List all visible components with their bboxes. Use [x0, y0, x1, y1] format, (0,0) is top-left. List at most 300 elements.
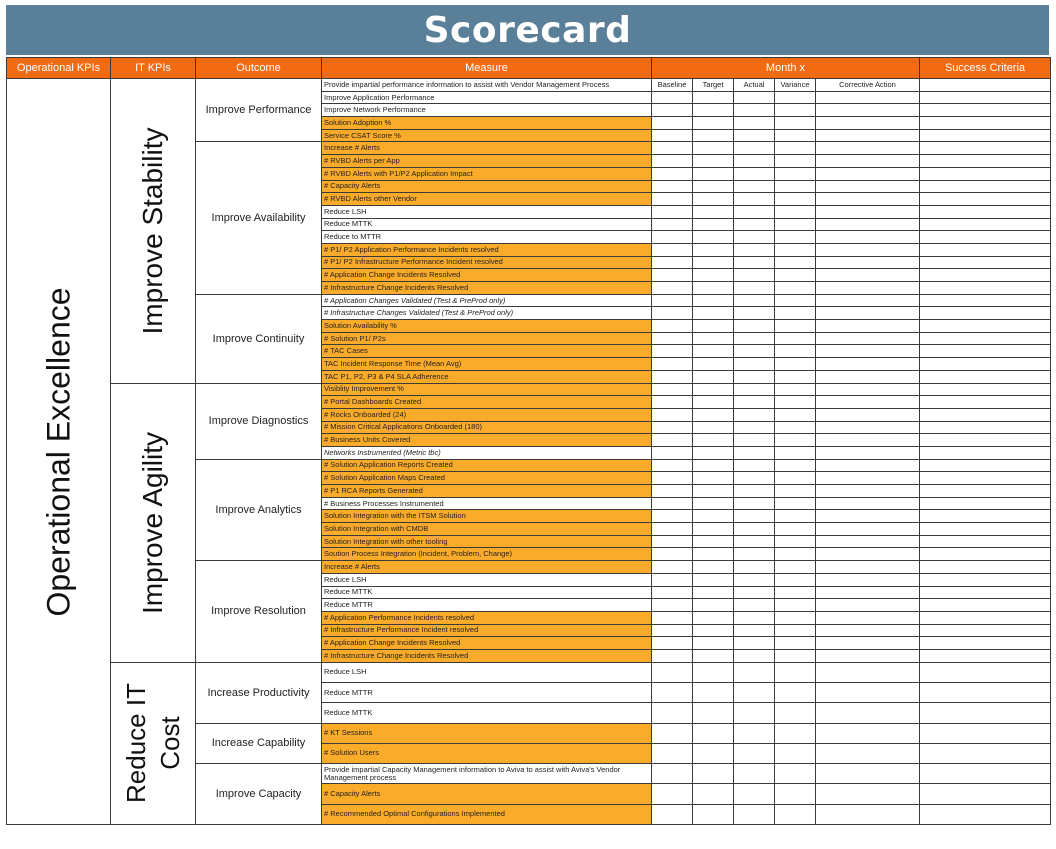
month-value-cell[interactable]: [652, 523, 693, 536]
month-value-cell[interactable]: [652, 637, 693, 650]
month-value-cell[interactable]: [816, 723, 920, 743]
month-value-cell[interactable]: [734, 142, 775, 155]
month-value-cell[interactable]: [816, 421, 920, 434]
month-value-cell[interactable]: [775, 155, 816, 168]
month-value-cell[interactable]: [652, 472, 693, 485]
success-criteria-cell[interactable]: [920, 743, 1051, 763]
month-value-cell[interactable]: [816, 332, 920, 345]
month-value-cell[interactable]: [775, 535, 816, 548]
month-value-cell[interactable]: [734, 129, 775, 142]
month-value-cell[interactable]: [652, 167, 693, 180]
month-value-cell[interactable]: [734, 743, 775, 763]
success-criteria-cell[interactable]: [920, 804, 1051, 824]
month-value-cell[interactable]: [693, 764, 734, 784]
month-value-cell[interactable]: [775, 510, 816, 523]
success-criteria-cell[interactable]: [920, 764, 1051, 784]
month-value-cell[interactable]: [734, 243, 775, 256]
success-criteria-cell[interactable]: [920, 282, 1051, 295]
month-value-cell[interactable]: [734, 345, 775, 358]
month-value-cell[interactable]: [652, 117, 693, 130]
success-criteria-cell[interactable]: [920, 180, 1051, 193]
month-value-cell[interactable]: [775, 662, 816, 682]
month-value-cell[interactable]: [775, 142, 816, 155]
month-value-cell[interactable]: [816, 535, 920, 548]
month-value-cell[interactable]: [693, 180, 734, 193]
month-value-cell[interactable]: [816, 662, 920, 682]
month-value-cell[interactable]: [816, 383, 920, 396]
month-value-cell[interactable]: [734, 561, 775, 574]
month-value-cell[interactable]: [775, 91, 816, 104]
month-value-cell[interactable]: [775, 586, 816, 599]
month-value-cell[interactable]: [693, 523, 734, 536]
success-criteria-cell[interactable]: [920, 523, 1051, 536]
month-value-cell[interactable]: [734, 662, 775, 682]
month-value-cell[interactable]: [693, 142, 734, 155]
month-value-cell[interactable]: [652, 205, 693, 218]
month-value-cell[interactable]: [775, 104, 816, 117]
month-value-cell[interactable]: [775, 682, 816, 702]
month-value-cell[interactable]: [734, 784, 775, 804]
month-value-cell[interactable]: [816, 682, 920, 702]
month-value-cell[interactable]: [734, 269, 775, 282]
success-criteria-cell[interactable]: [920, 117, 1051, 130]
month-value-cell[interactable]: [652, 446, 693, 459]
month-value-cell[interactable]: [652, 459, 693, 472]
month-value-cell[interactable]: [775, 804, 816, 824]
month-value-cell[interactable]: [775, 345, 816, 358]
month-value-cell[interactable]: [775, 408, 816, 421]
month-value-cell[interactable]: [775, 624, 816, 637]
month-value-cell[interactable]: [652, 193, 693, 206]
success-criteria-cell[interactable]: [920, 243, 1051, 256]
month-value-cell[interactable]: [734, 611, 775, 624]
month-value-cell[interactable]: [816, 358, 920, 371]
month-value-cell[interactable]: [693, 345, 734, 358]
success-criteria-cell[interactable]: [920, 784, 1051, 804]
month-value-cell[interactable]: [693, 586, 734, 599]
month-value-cell[interactable]: [775, 167, 816, 180]
success-criteria-cell[interactable]: [920, 294, 1051, 307]
month-value-cell[interactable]: [775, 548, 816, 561]
month-value-cell[interactable]: [775, 599, 816, 612]
month-value-cell[interactable]: [775, 561, 816, 574]
success-criteria-cell[interactable]: [920, 231, 1051, 244]
month-value-cell[interactable]: [693, 649, 734, 662]
month-value-cell[interactable]: [734, 804, 775, 824]
month-value-cell[interactable]: [734, 548, 775, 561]
month-value-cell[interactable]: [652, 408, 693, 421]
success-criteria-cell[interactable]: [920, 586, 1051, 599]
month-value-cell[interactable]: [734, 485, 775, 498]
success-criteria-cell[interactable]: [920, 637, 1051, 650]
success-criteria-cell[interactable]: [920, 307, 1051, 320]
month-value-cell[interactable]: [734, 649, 775, 662]
month-value-cell[interactable]: [816, 307, 920, 320]
month-value-cell[interactable]: [652, 332, 693, 345]
success-criteria-cell[interactable]: [920, 459, 1051, 472]
month-value-cell[interactable]: [816, 155, 920, 168]
month-value-cell[interactable]: [734, 535, 775, 548]
month-value-cell[interactable]: [652, 561, 693, 574]
month-value-cell[interactable]: [775, 485, 816, 498]
month-value-cell[interactable]: [775, 243, 816, 256]
month-value-cell[interactable]: [816, 396, 920, 409]
month-value-cell[interactable]: [775, 294, 816, 307]
month-value-cell[interactable]: [816, 573, 920, 586]
month-value-cell[interactable]: [693, 599, 734, 612]
month-value-cell[interactable]: [652, 396, 693, 409]
month-value-cell[interactable]: [652, 497, 693, 510]
month-value-cell[interactable]: [652, 421, 693, 434]
month-value-cell[interactable]: [652, 256, 693, 269]
month-value-cell[interactable]: [816, 548, 920, 561]
month-value-cell[interactable]: [652, 703, 693, 723]
month-value-cell[interactable]: [693, 243, 734, 256]
month-value-cell[interactable]: [652, 586, 693, 599]
month-value-cell[interactable]: [693, 535, 734, 548]
month-value-cell[interactable]: [775, 231, 816, 244]
success-criteria-cell[interactable]: [920, 662, 1051, 682]
month-value-cell[interactable]: [775, 459, 816, 472]
month-value-cell[interactable]: [652, 129, 693, 142]
month-value-cell[interactable]: [652, 764, 693, 784]
month-value-cell[interactable]: [652, 231, 693, 244]
month-value-cell[interactable]: [693, 332, 734, 345]
month-value-cell[interactable]: [652, 307, 693, 320]
success-criteria-cell[interactable]: [920, 383, 1051, 396]
month-value-cell[interactable]: [816, 743, 920, 763]
month-value-cell[interactable]: [816, 320, 920, 333]
month-value-cell[interactable]: [693, 256, 734, 269]
month-value-cell[interactable]: [816, 784, 920, 804]
success-criteria-cell[interactable]: [920, 682, 1051, 702]
month-value-cell[interactable]: [734, 294, 775, 307]
month-value-cell[interactable]: [693, 434, 734, 447]
month-value-cell[interactable]: [816, 703, 920, 723]
month-value-cell[interactable]: [734, 117, 775, 130]
month-value-cell[interactable]: [734, 510, 775, 523]
month-value-cell[interactable]: [775, 180, 816, 193]
month-value-cell[interactable]: [652, 345, 693, 358]
month-value-cell[interactable]: [816, 510, 920, 523]
success-criteria-cell[interactable]: [920, 104, 1051, 117]
month-value-cell[interactable]: [816, 599, 920, 612]
month-value-cell[interactable]: [693, 193, 734, 206]
success-criteria-cell[interactable]: [920, 205, 1051, 218]
month-value-cell[interactable]: [775, 256, 816, 269]
month-value-cell[interactable]: [734, 91, 775, 104]
success-criteria-cell[interactable]: [920, 167, 1051, 180]
month-value-cell[interactable]: [693, 358, 734, 371]
month-value-cell[interactable]: [816, 523, 920, 536]
month-value-cell[interactable]: [652, 535, 693, 548]
month-value-cell[interactable]: [734, 383, 775, 396]
month-value-cell[interactable]: [652, 142, 693, 155]
month-value-cell[interactable]: [693, 91, 734, 104]
month-value-cell[interactable]: [693, 307, 734, 320]
month-value-cell[interactable]: [775, 218, 816, 231]
month-value-cell[interactable]: [693, 205, 734, 218]
month-value-cell[interactable]: [693, 662, 734, 682]
month-value-cell[interactable]: [734, 434, 775, 447]
month-value-cell[interactable]: [816, 472, 920, 485]
month-value-cell[interactable]: [693, 294, 734, 307]
month-value-cell[interactable]: [652, 599, 693, 612]
month-value-cell[interactable]: [652, 682, 693, 702]
month-value-cell[interactable]: [775, 649, 816, 662]
month-value-cell[interactable]: [816, 611, 920, 624]
month-value-cell[interactable]: [693, 117, 734, 130]
month-value-cell[interactable]: [734, 599, 775, 612]
success-criteria-cell[interactable]: [920, 358, 1051, 371]
success-criteria-cell[interactable]: [920, 497, 1051, 510]
month-value-cell[interactable]: [734, 180, 775, 193]
success-criteria-cell[interactable]: [920, 611, 1051, 624]
month-value-cell[interactable]: [816, 294, 920, 307]
month-value-cell[interactable]: [652, 485, 693, 498]
month-value-cell[interactable]: [775, 611, 816, 624]
month-value-cell[interactable]: [693, 282, 734, 295]
month-value-cell[interactable]: [693, 446, 734, 459]
success-criteria-cell[interactable]: [920, 472, 1051, 485]
success-criteria-cell[interactable]: [920, 370, 1051, 383]
success-criteria-cell[interactable]: [920, 535, 1051, 548]
month-value-cell[interactable]: [693, 485, 734, 498]
month-value-cell[interactable]: [775, 282, 816, 295]
month-value-cell[interactable]: [652, 573, 693, 586]
month-value-cell[interactable]: [652, 155, 693, 168]
month-value-cell[interactable]: [693, 611, 734, 624]
month-value-cell[interactable]: [775, 472, 816, 485]
month-value-cell[interactable]: [734, 332, 775, 345]
month-value-cell[interactable]: [693, 723, 734, 743]
success-criteria-cell[interactable]: [920, 142, 1051, 155]
success-criteria-cell[interactable]: [920, 256, 1051, 269]
success-criteria-cell[interactable]: [920, 79, 1051, 92]
month-value-cell[interactable]: [693, 320, 734, 333]
month-value-cell[interactable]: [734, 205, 775, 218]
month-value-cell[interactable]: [775, 723, 816, 743]
month-value-cell[interactable]: [775, 269, 816, 282]
month-value-cell[interactable]: [652, 649, 693, 662]
month-value-cell[interactable]: [816, 205, 920, 218]
month-value-cell[interactable]: [816, 269, 920, 282]
month-value-cell[interactable]: [693, 396, 734, 409]
month-value-cell[interactable]: [652, 320, 693, 333]
month-value-cell[interactable]: [734, 396, 775, 409]
month-value-cell[interactable]: [652, 510, 693, 523]
month-value-cell[interactable]: [775, 637, 816, 650]
month-value-cell[interactable]: [693, 804, 734, 824]
month-value-cell[interactable]: [734, 193, 775, 206]
month-value-cell[interactable]: [816, 256, 920, 269]
month-value-cell[interactable]: [693, 104, 734, 117]
success-criteria-cell[interactable]: [920, 269, 1051, 282]
success-criteria-cell[interactable]: [920, 434, 1051, 447]
month-value-cell[interactable]: [734, 446, 775, 459]
month-value-cell[interactable]: [775, 396, 816, 409]
month-value-cell[interactable]: [652, 180, 693, 193]
month-value-cell[interactable]: [775, 383, 816, 396]
month-value-cell[interactable]: [693, 155, 734, 168]
month-value-cell[interactable]: [652, 662, 693, 682]
success-criteria-cell[interactable]: [920, 129, 1051, 142]
month-value-cell[interactable]: [693, 421, 734, 434]
month-value-cell[interactable]: [652, 434, 693, 447]
month-value-cell[interactable]: [652, 370, 693, 383]
month-value-cell[interactable]: [775, 703, 816, 723]
month-value-cell[interactable]: [734, 167, 775, 180]
month-value-cell[interactable]: [816, 345, 920, 358]
month-value-cell[interactable]: [652, 723, 693, 743]
month-value-cell[interactable]: [652, 624, 693, 637]
success-criteria-cell[interactable]: [920, 624, 1051, 637]
month-value-cell[interactable]: [693, 218, 734, 231]
success-criteria-cell[interactable]: [920, 446, 1051, 459]
month-value-cell[interactable]: [816, 586, 920, 599]
month-value-cell[interactable]: [693, 573, 734, 586]
month-value-cell[interactable]: [816, 485, 920, 498]
month-value-cell[interactable]: [775, 523, 816, 536]
month-value-cell[interactable]: [734, 637, 775, 650]
month-value-cell[interactable]: [652, 383, 693, 396]
month-value-cell[interactable]: [775, 573, 816, 586]
success-criteria-cell[interactable]: [920, 155, 1051, 168]
success-criteria-cell[interactable]: [920, 332, 1051, 345]
month-value-cell[interactable]: [734, 320, 775, 333]
month-value-cell[interactable]: [816, 804, 920, 824]
month-value-cell[interactable]: [652, 218, 693, 231]
success-criteria-cell[interactable]: [920, 561, 1051, 574]
month-value-cell[interactable]: [693, 743, 734, 763]
month-value-cell[interactable]: [734, 723, 775, 743]
month-value-cell[interactable]: [816, 180, 920, 193]
month-value-cell[interactable]: [693, 703, 734, 723]
month-value-cell[interactable]: [652, 548, 693, 561]
month-value-cell[interactable]: [693, 784, 734, 804]
success-criteria-cell[interactable]: [920, 649, 1051, 662]
success-criteria-cell[interactable]: [920, 91, 1051, 104]
month-value-cell[interactable]: [734, 104, 775, 117]
month-value-cell[interactable]: [775, 370, 816, 383]
month-value-cell[interactable]: [652, 294, 693, 307]
month-value-cell[interactable]: [775, 117, 816, 130]
month-value-cell[interactable]: [775, 784, 816, 804]
success-criteria-cell[interactable]: [920, 218, 1051, 231]
success-criteria-cell[interactable]: [920, 599, 1051, 612]
month-value-cell[interactable]: [734, 764, 775, 784]
month-value-cell[interactable]: [816, 129, 920, 142]
month-value-cell[interactable]: [693, 637, 734, 650]
month-value-cell[interactable]: [652, 804, 693, 824]
month-value-cell[interactable]: [734, 586, 775, 599]
success-criteria-cell[interactable]: [920, 396, 1051, 409]
month-value-cell[interactable]: [734, 370, 775, 383]
month-value-cell[interactable]: [734, 218, 775, 231]
success-criteria-cell[interactable]: [920, 548, 1051, 561]
month-value-cell[interactable]: [734, 256, 775, 269]
month-value-cell[interactable]: [816, 637, 920, 650]
success-criteria-cell[interactable]: [920, 573, 1051, 586]
month-value-cell[interactable]: [816, 91, 920, 104]
success-criteria-cell[interactable]: [920, 193, 1051, 206]
month-value-cell[interactable]: [775, 332, 816, 345]
month-value-cell[interactable]: [734, 231, 775, 244]
month-value-cell[interactable]: [693, 383, 734, 396]
month-value-cell[interactable]: [693, 548, 734, 561]
month-value-cell[interactable]: [816, 218, 920, 231]
month-value-cell[interactable]: [816, 243, 920, 256]
month-value-cell[interactable]: [734, 307, 775, 320]
month-value-cell[interactable]: [734, 703, 775, 723]
month-value-cell[interactable]: [816, 434, 920, 447]
month-value-cell[interactable]: [693, 408, 734, 421]
month-value-cell[interactable]: [693, 167, 734, 180]
month-value-cell[interactable]: [816, 282, 920, 295]
month-value-cell[interactable]: [734, 358, 775, 371]
month-value-cell[interactable]: [693, 561, 734, 574]
month-value-cell[interactable]: [693, 459, 734, 472]
month-value-cell[interactable]: [693, 129, 734, 142]
month-value-cell[interactable]: [652, 104, 693, 117]
month-value-cell[interactable]: [816, 497, 920, 510]
month-value-cell[interactable]: [693, 269, 734, 282]
month-value-cell[interactable]: [775, 307, 816, 320]
month-value-cell[interactable]: [775, 446, 816, 459]
month-value-cell[interactable]: [734, 624, 775, 637]
month-value-cell[interactable]: [775, 497, 816, 510]
month-value-cell[interactable]: [816, 193, 920, 206]
month-value-cell[interactable]: [816, 370, 920, 383]
month-value-cell[interactable]: [693, 624, 734, 637]
month-value-cell[interactable]: [775, 205, 816, 218]
month-value-cell[interactable]: [816, 408, 920, 421]
success-criteria-cell[interactable]: [920, 345, 1051, 358]
month-value-cell[interactable]: [816, 764, 920, 784]
month-value-cell[interactable]: [816, 561, 920, 574]
month-value-cell[interactable]: [816, 231, 920, 244]
month-value-cell[interactable]: [734, 682, 775, 702]
month-value-cell[interactable]: [693, 370, 734, 383]
month-value-cell[interactable]: [816, 624, 920, 637]
month-value-cell[interactable]: [816, 459, 920, 472]
month-value-cell[interactable]: [734, 472, 775, 485]
month-value-cell[interactable]: [652, 784, 693, 804]
month-value-cell[interactable]: [693, 231, 734, 244]
month-value-cell[interactable]: [816, 104, 920, 117]
month-value-cell[interactable]: [775, 434, 816, 447]
success-criteria-cell[interactable]: [920, 408, 1051, 421]
success-criteria-cell[interactable]: [920, 421, 1051, 434]
month-value-cell[interactable]: [775, 421, 816, 434]
month-value-cell[interactable]: [652, 91, 693, 104]
month-value-cell[interactable]: [734, 421, 775, 434]
month-value-cell[interactable]: [652, 243, 693, 256]
success-criteria-cell[interactable]: [920, 723, 1051, 743]
month-value-cell[interactable]: [734, 523, 775, 536]
month-value-cell[interactable]: [775, 764, 816, 784]
month-value-cell[interactable]: [693, 472, 734, 485]
month-value-cell[interactable]: [652, 743, 693, 763]
month-value-cell[interactable]: [775, 129, 816, 142]
month-value-cell[interactable]: [734, 573, 775, 586]
month-value-cell[interactable]: [775, 320, 816, 333]
month-value-cell[interactable]: [816, 142, 920, 155]
success-criteria-cell[interactable]: [920, 703, 1051, 723]
month-value-cell[interactable]: [652, 269, 693, 282]
month-value-cell[interactable]: [816, 117, 920, 130]
month-value-cell[interactable]: [734, 497, 775, 510]
